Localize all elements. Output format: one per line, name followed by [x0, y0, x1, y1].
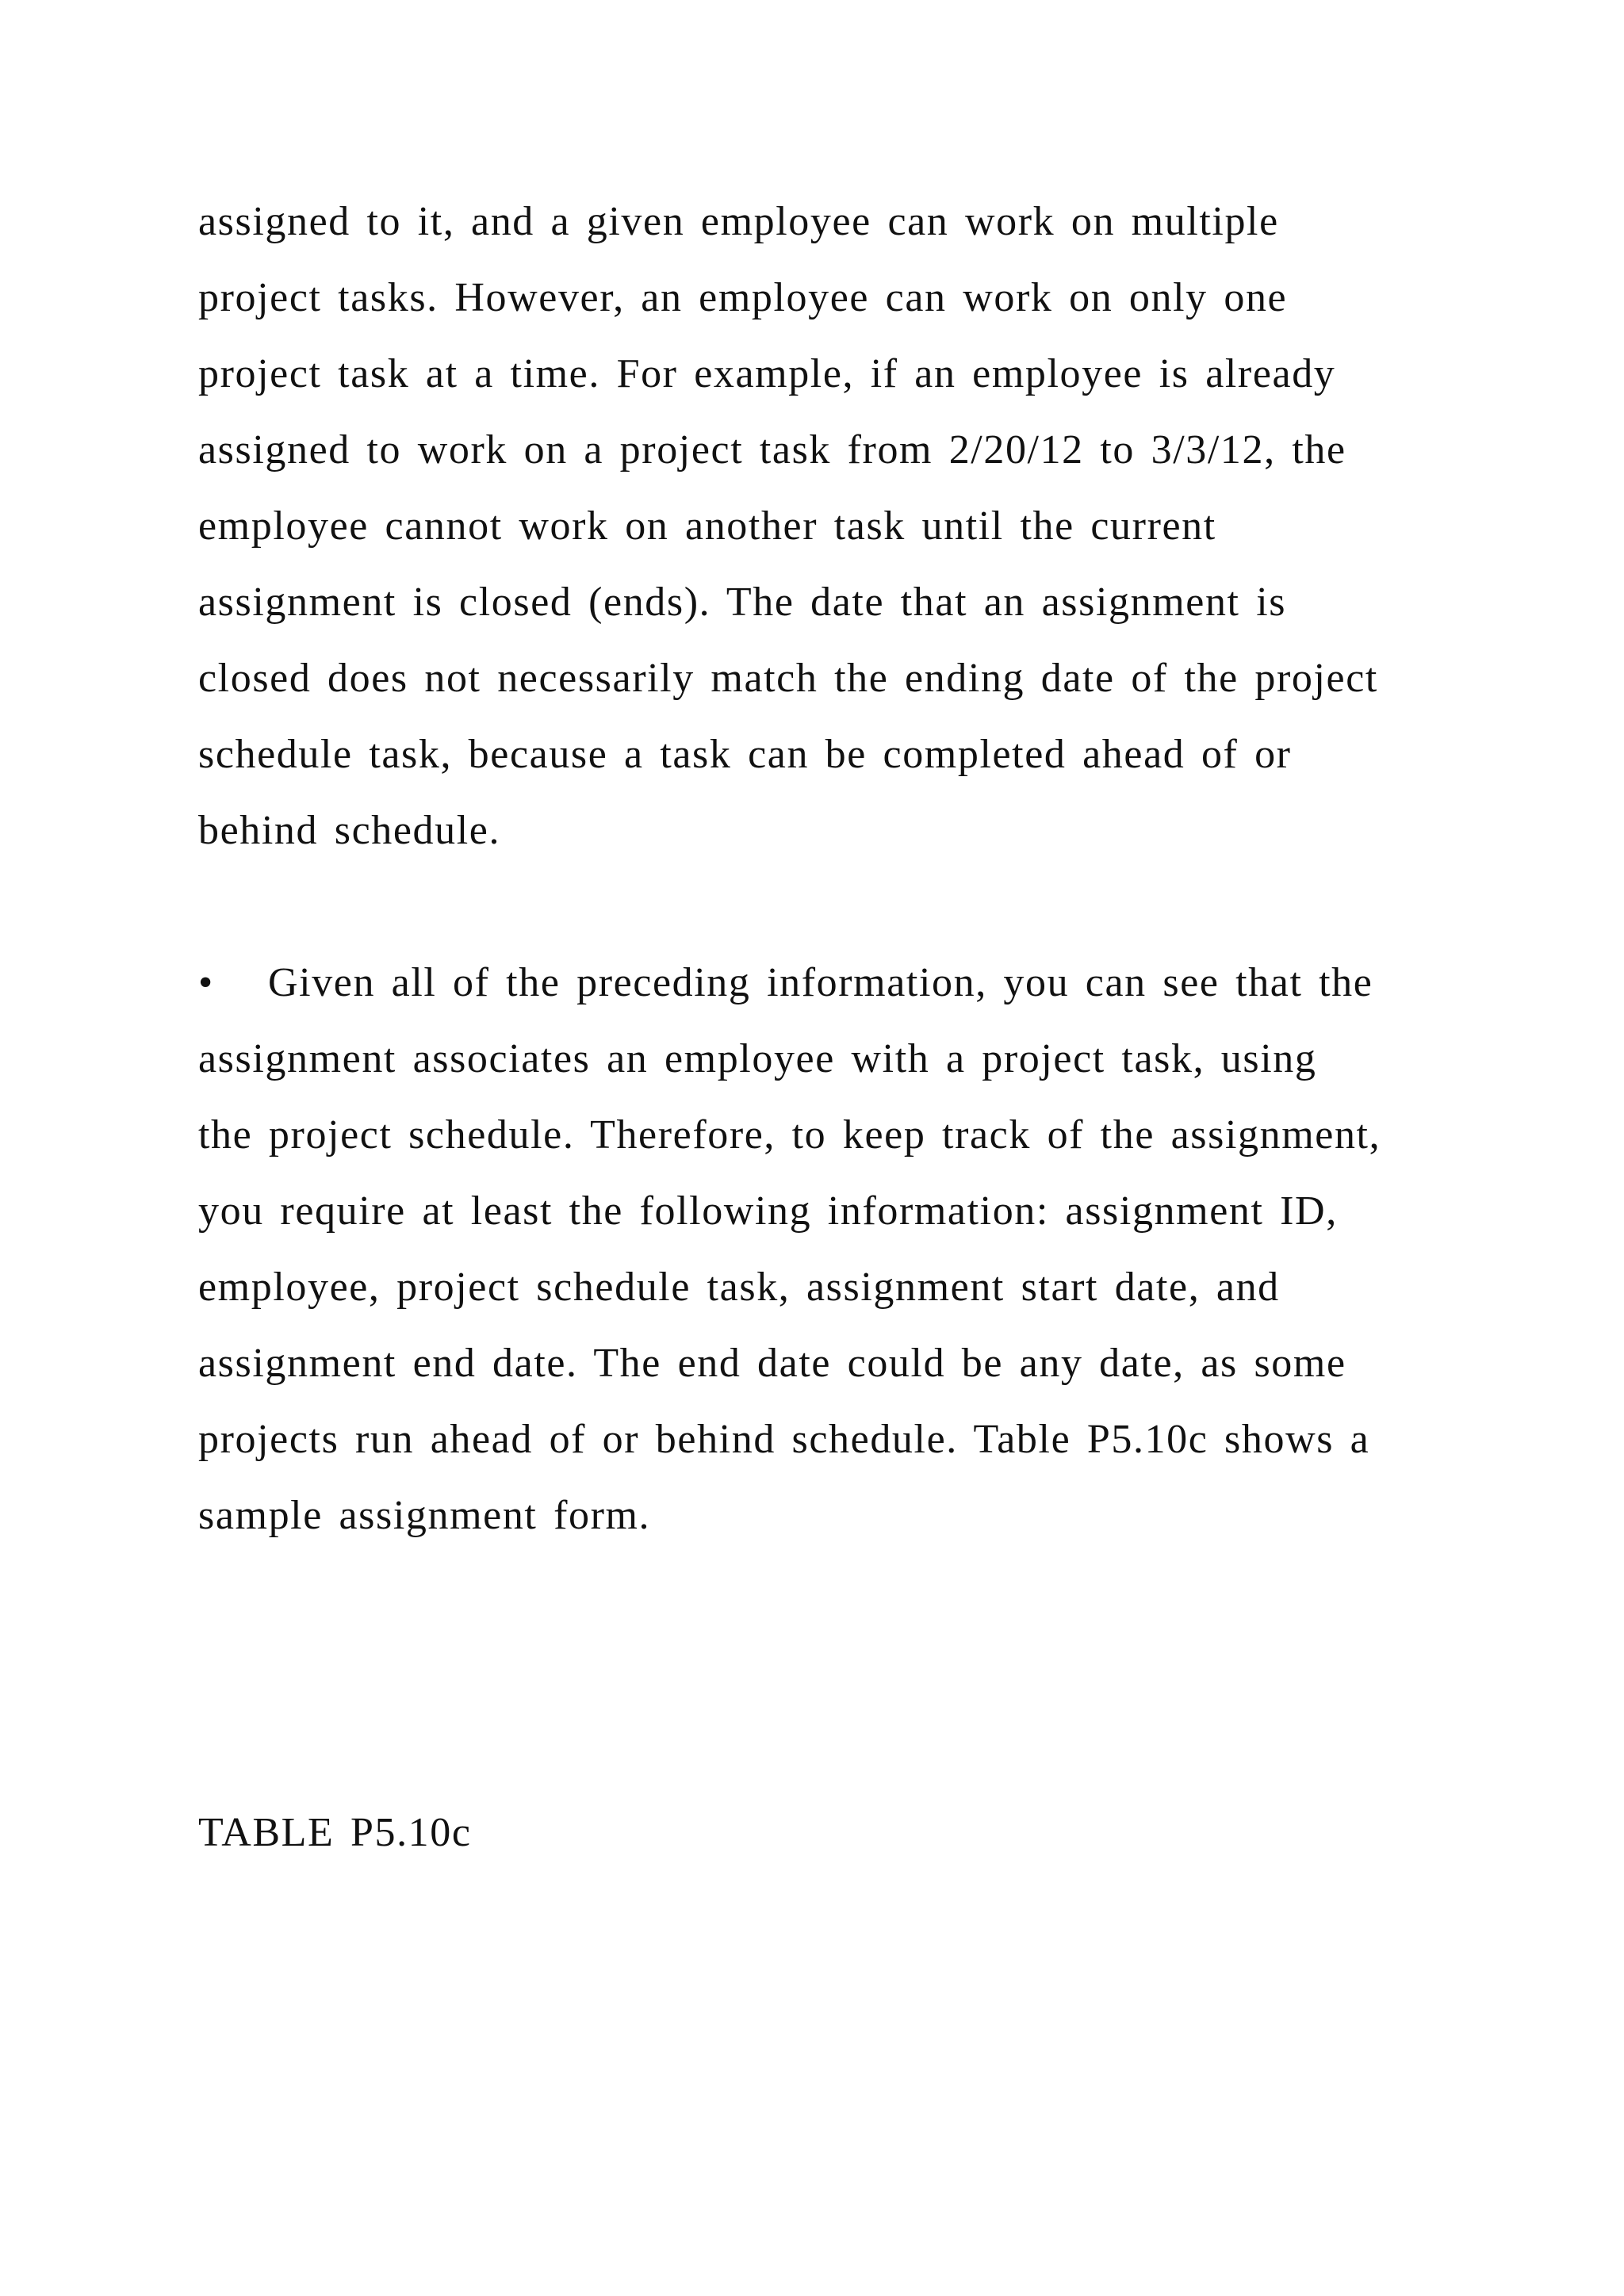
paragraph-line: project task at a time. For example, if an employee is already — [198, 351, 1336, 396]
paragraph-line: employee, project schedule task, assignment start date, and — [198, 1265, 1280, 1310]
bullet-icon: • — [198, 960, 214, 1005]
paragraph-line: projects run ahead of or behind schedule. Table P5.10c shows a — [198, 1417, 1370, 1462]
paragraph-line: employee cannot work on another task until the current — [198, 503, 1216, 549]
paragraph-line: assignment is closed (ends). The date that an assignment is — [198, 580, 1287, 625]
table-caption: TABLE P5.10c — [198, 1810, 472, 1855]
paragraph-line: the project schedule. Therefore, to keep track of the assignment, — [198, 1112, 1381, 1158]
paragraph-line: project tasks. However, an employee can work on only one — [198, 275, 1288, 320]
paragraph-line: assignment associates an employee with a project task, using — [198, 1036, 1317, 1081]
paragraph-line: assignment end date. The end date could be any date, as some — [198, 1341, 1346, 1386]
paragraph-line-text: Given all of the preceding information, you can see that the — [268, 960, 1373, 1005]
paragraph-line: assigned to work on a project task from 2/20/12 to 3/3/12, the — [198, 427, 1346, 473]
paragraph-line: behind schedule. — [198, 808, 501, 853]
paragraph-assignment-rules — [198, 184, 1435, 869]
paragraph-line: you require at least the following information: assignment ID, — [198, 1188, 1338, 1234]
paragraph-line: assigned to it, and a given employee can work on multiple — [198, 199, 1279, 244]
paragraph-line: sample assignment form. — [198, 1493, 651, 1538]
bullet-paragraph-assignment-info — [198, 945, 1435, 1554]
paragraph-line: closed does not necessarily match the ending date of the project — [198, 656, 1378, 701]
paragraph-line: schedule task, because a task can be completed ahead of or — [198, 732, 1292, 777]
bullet-line — [198, 945, 1435, 1021]
